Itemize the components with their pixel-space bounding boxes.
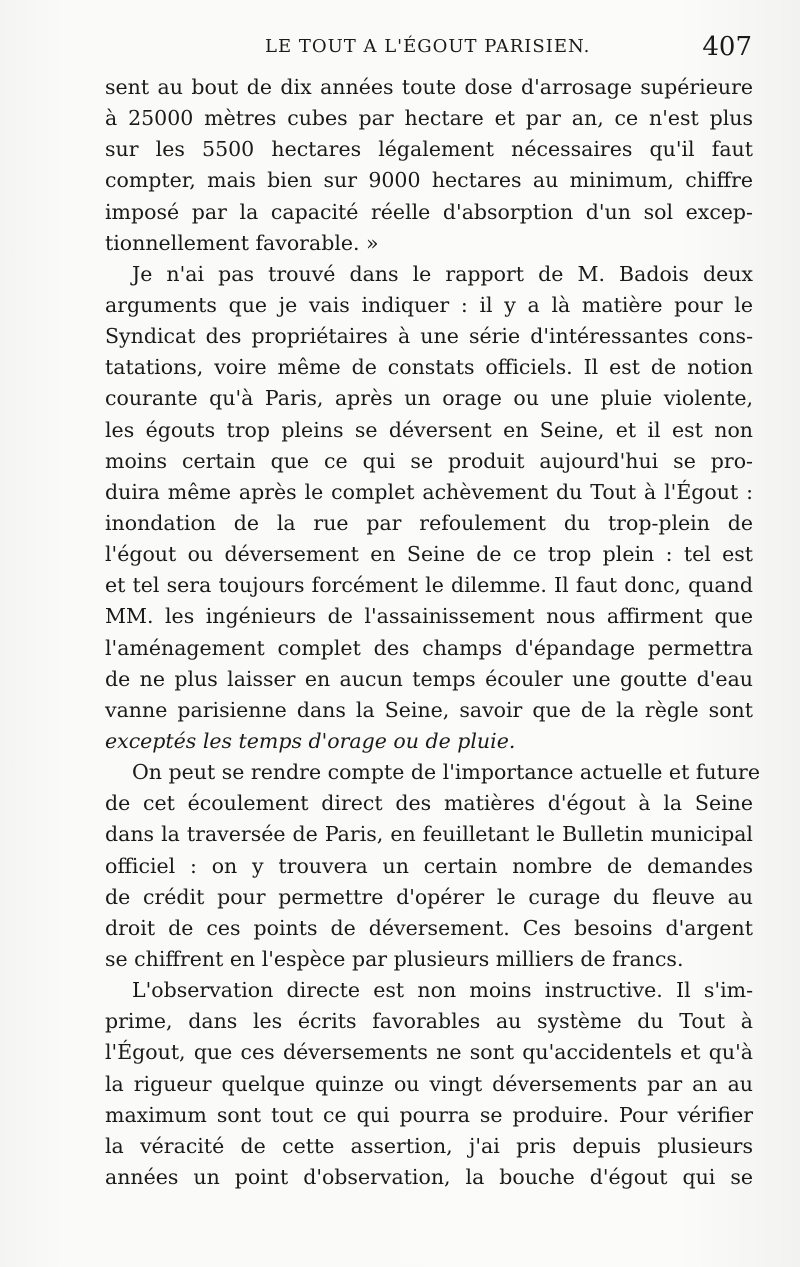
- text-line: moins certain que ce qui se produit aujourd'hui se pro-: [105, 448, 753, 473]
- text-line: vanne parisienne dans la Seine, savoir que de la règle sont: [105, 697, 753, 722]
- text-line: de cet écoulement direct des matières d'égout à la Seine: [105, 791, 753, 816]
- text-line: imposé par la capacité réelle d'absorption d'un sol excep-: [105, 199, 753, 224]
- text-line: courante qu'à Paris, après un orage ou une pluie violente,: [105, 386, 753, 411]
- text-line: de ne plus laisser en aucun temps écouler une goutte d'eau: [105, 666, 753, 691]
- text-line: la rigueur quelque quinze ou vingt déversements par an au: [105, 1071, 753, 1096]
- text-line: et tel sera toujours forcément le dilemme. Il faut donc, quand: [105, 573, 753, 598]
- text-line: la véracité de cette assertion, j'ai pris depuis plusieurs: [105, 1133, 753, 1158]
- text-line: à 25000 mètres cubes par hectare et par an, ce n'est plus: [105, 106, 753, 131]
- text-line: Je n'ai pas trouvé dans le rapport de M. Badois deux: [132, 261, 753, 286]
- paragraph: [105, 975, 753, 1193]
- page-header: [105, 30, 752, 70]
- paragraph: [105, 757, 760, 975]
- text-line: exceptés les temps d'orage ou de pluie.: [105, 728, 516, 753]
- text-line: tionnellement favorable. »: [105, 230, 379, 255]
- text-line: l'aménagement complet des champs d'épandage permettra: [105, 635, 753, 660]
- text-line: dans la traversée de Paris, en feuilletant le Bulletin municipal: [105, 822, 753, 847]
- text-line: droit de ces points de déversement. Ces besoins d'argent: [105, 915, 753, 940]
- body-text: [105, 72, 760, 1193]
- text-line: Syndicat des propriétaires à une série d'intéressantes cons-: [105, 324, 753, 349]
- text-line: années un point d'observation, la bouche d'égout qui se: [105, 1164, 753, 1189]
- text-line: On peut se rendre compte de l'importance actuelle et future: [132, 760, 760, 785]
- page-number: 407: [702, 32, 752, 62]
- text-line: les égouts trop pleins se déversent en Seine, et il est non: [105, 417, 753, 442]
- running-head: LE TOUT A L'ÉGOUT PARISIEN.: [265, 36, 591, 57]
- text-line: officiel : on y trouvera un certain nombre de demandes: [105, 853, 753, 878]
- text-line: sur les 5500 hectares légalement nécessaires qu'il faut: [105, 137, 753, 162]
- text-line: sent au bout de dix années toute dose d'arrosage supérieure: [105, 75, 753, 99]
- text-line: de crédit pour permettre d'opérer le curage du fleuve au: [105, 884, 753, 909]
- text-line: L'observation directe est non moins instructive. Il s'im-: [132, 978, 753, 1003]
- text-line: prime, dans les écrits favorables au système du Tout à: [105, 1009, 753, 1034]
- text-line: se chiffrent en l'espèce par plusieurs milliers de francs.: [105, 946, 684, 971]
- text-line: l'Égout, que ces déversements ne sont qu'accidentels et qu'à: [105, 1040, 753, 1065]
- paragraph: [105, 259, 753, 757]
- text-line: MM. les ingénieurs de l'assainissement nous affirment que: [105, 604, 753, 629]
- text-line: duira même après le complet achèvement du Tout à l'Égout :: [105, 479, 753, 504]
- paragraph: [105, 72, 753, 259]
- text-line: compter, mais bien sur 9000 hectares au minimum, chiffre: [105, 168, 753, 193]
- text-line: maximum sont tout ce qui pourra se produire. Pour vérifier: [105, 1102, 753, 1127]
- text-line: arguments que je vais indiquer : il y a là matière pour le: [105, 292, 753, 317]
- text-line: inondation de la rue par refoulement du trop-plein de: [105, 510, 753, 535]
- text-line: l'égout ou déversement en Seine de ce trop plein : tel est: [105, 542, 753, 567]
- text-line: tatations, voire même de constats officiels. Il est de notion: [105, 355, 753, 380]
